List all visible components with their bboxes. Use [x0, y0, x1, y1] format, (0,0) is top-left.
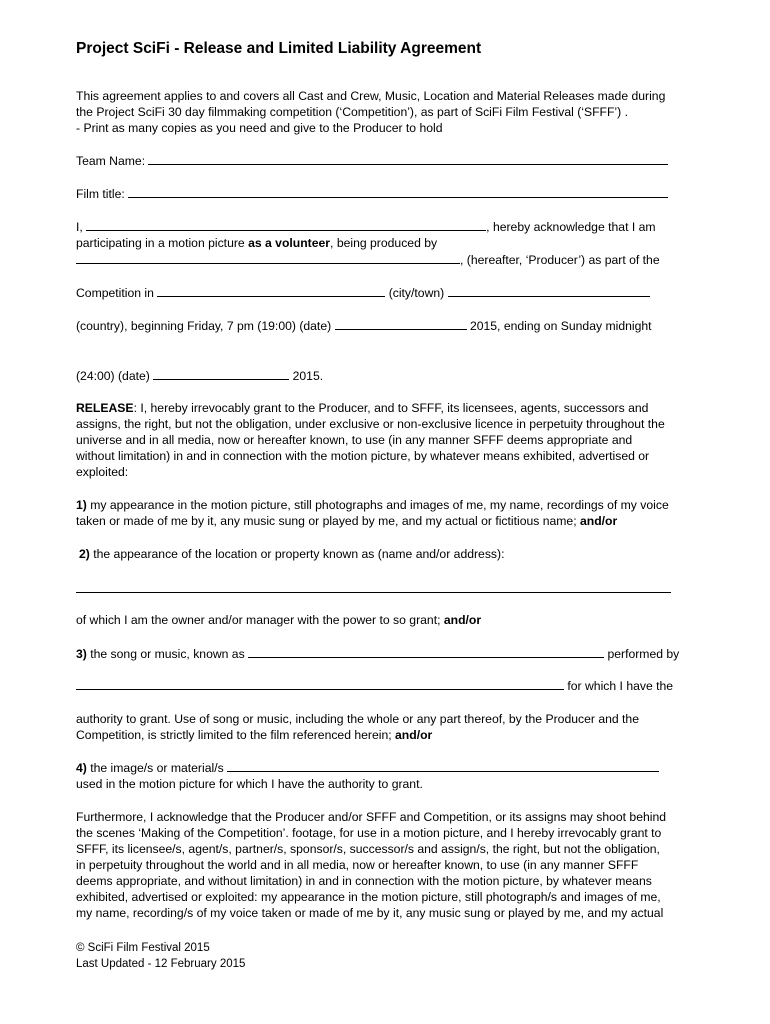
midnight-label: (24:00) (date) — [76, 369, 150, 383]
participating-text: participating in a motion picture — [76, 236, 249, 250]
item-2-text-1: the appearance of the location or property known as (name and/or address): — [89, 547, 505, 561]
item-2-text-2: of which I am the owner and/or manager with the power to so grant; — [76, 613, 444, 627]
furthermore-line-1: Furthermore, I acknowledge that the Producer and/or SFFF and Competition, or its assigns may shoot behind — [76, 810, 667, 824]
item-3-text-4: Competition, is strictly limited to the film referenced herein; — [76, 728, 396, 742]
being-produced-text: , being produced by — [330, 236, 438, 250]
performed-by-label: performed by — [607, 647, 680, 661]
volunteer-text: as a volunteer — [248, 236, 331, 250]
end-date-row — [76, 368, 323, 384]
item-3-line-3: authority to grant. Use of song or music, including the whole or any part thereof, by the Producer and the — [76, 712, 639, 726]
furthermore-line-6: exhibited, advertised or exploited: my appearance in the motion picture, still photograph/s and images of me, — [76, 890, 661, 904]
item-3-number: 3) — [76, 647, 87, 661]
release-line-3: universe and in all media, now or hereafter known, to use (in any manner SFFF deems appropriate and — [76, 433, 633, 447]
city-town-field[interactable] — [448, 285, 650, 297]
furthermore-line-4: in perpetuity throughout the world and in all media, now or hereafter known, to use (in any manner SFFF — [76, 858, 639, 872]
location-address-field[interactable] — [76, 592, 671, 593]
furthermore-line-5: deems appropriate, and without limitation) in and in connection with the motion picture, by whatever means — [76, 874, 652, 888]
competition-in-label: Competition in — [76, 286, 154, 300]
competition-location-row — [76, 285, 650, 301]
intro-line-2: the Project SciFi 30 day filmmaking competition (‘Competition’), as part of SciFi Film Festival (‘SFFF’) . — [76, 105, 628, 119]
furthermore-line-3: SFFF, its licensee/s, agent/s, partner/s, sponsor/s, successor/s and assign/s, the right, but not the obligation, — [76, 842, 660, 856]
film-title-label: Film title: — [76, 187, 125, 201]
furthermore-line-2: the scenes ‘Making of the Competition’. footage, for use in a motion picture, and I hereby irrevocably grant to — [76, 826, 662, 840]
intro-line-3: - Print as many copies as you need and give to the Producer to hold — [76, 121, 443, 135]
item-3-line-1 — [76, 646, 679, 662]
country-label: (country), beginning Friday, 7 pm (19:00) (date) — [76, 319, 332, 333]
city-town-label: (city/town) — [388, 286, 445, 300]
release-line-4: without limitation) in and in connection with the motion picture, by whatever means exhibited, advertised or — [76, 449, 650, 463]
release-line-1 — [76, 400, 648, 416]
participant-name-field[interactable] — [86, 219, 486, 231]
start-date-field[interactable] — [335, 318, 467, 330]
footer-copyright: © SciFi Film Festival 2015 — [76, 942, 210, 954]
item-3-text-1: the song or music, known as — [86, 647, 245, 661]
item-3-andor: and/or — [395, 728, 433, 742]
i-label: I, — [76, 220, 83, 234]
item-4-line-2: used in the motion picture for which I have the authority to grant. — [76, 777, 423, 791]
song-title-field[interactable] — [248, 646, 604, 658]
release-line-2: assigns, the right, but not the obligation, under exclusive or non-exclusive licence in perpetuity throughout the — [76, 417, 665, 431]
item-3-line-2 — [76, 678, 673, 694]
year-ending-text: 2015, ending on Sunday midnight — [469, 319, 652, 333]
footer-last-updated: Last Updated - 12 February 2015 — [76, 958, 246, 970]
producer-suffix: , (hereafter, ‘Producer’) as part of the — [460, 253, 660, 267]
acknowledge-row-1 — [76, 219, 656, 235]
acknowledge-row-2 — [76, 235, 437, 251]
item-4-text-1: the image/s or material/s — [86, 761, 224, 775]
competition-place-field[interactable] — [157, 285, 385, 297]
film-title-field[interactable] — [128, 186, 668, 198]
producer-field[interactable] — [76, 252, 460, 264]
team-name-row — [76, 153, 668, 169]
document-title: Project SciFi - Release and Limited Liability Agreement — [76, 40, 482, 57]
film-title-row — [76, 186, 668, 202]
item-2-number: 2) — [79, 547, 90, 561]
release-heading: RELEASE — [76, 401, 134, 415]
hereby-text: , hereby acknowledge that I am — [486, 220, 656, 234]
release-text-1: : I, hereby irrevocably grant to the Producer, and to SFFF, its licensees, agents, successors and — [133, 401, 649, 415]
team-name-field[interactable] — [148, 153, 668, 165]
item-1-text-2: taken or made of me by it, any music sung or played by me, and my actual or fictitious name; — [76, 514, 580, 528]
producer-row — [76, 252, 660, 268]
release-line-5: exploited: — [76, 465, 129, 479]
material-field[interactable] — [227, 760, 659, 772]
item-2-line-2 — [76, 612, 481, 628]
performer-field[interactable] — [76, 678, 564, 690]
for-which-text: for which I have the — [567, 679, 674, 693]
item-1-text-1: my appearance in the motion picture, still photographs and images of me, my name, recordings of my voice — [86, 498, 669, 512]
furthermore-line-7: my name, recording/s of my voice taken or made of me by it, any music sung or played by me, and my actual — [76, 906, 664, 920]
item-2-line-1 — [79, 546, 504, 562]
intro-line-1: This agreement applies to and covers all Cast and Crew, Music, Location and Material Releases made during — [76, 89, 666, 103]
item-2-andor: and/or — [443, 613, 482, 627]
item-1-line-2 — [76, 513, 617, 529]
year-end-text: 2015. — [292, 369, 324, 383]
item-1-line-1 — [76, 497, 669, 513]
end-date-field[interactable] — [153, 368, 289, 380]
item-4-number: 4) — [76, 761, 87, 775]
team-name-label: Team Name: — [76, 154, 146, 168]
item-1-number: 1) — [76, 498, 87, 512]
item-4-line-1 — [76, 760, 659, 776]
start-date-row — [76, 318, 652, 334]
item-3-line-4 — [76, 727, 432, 743]
item-1-andor: and/or — [579, 514, 618, 528]
